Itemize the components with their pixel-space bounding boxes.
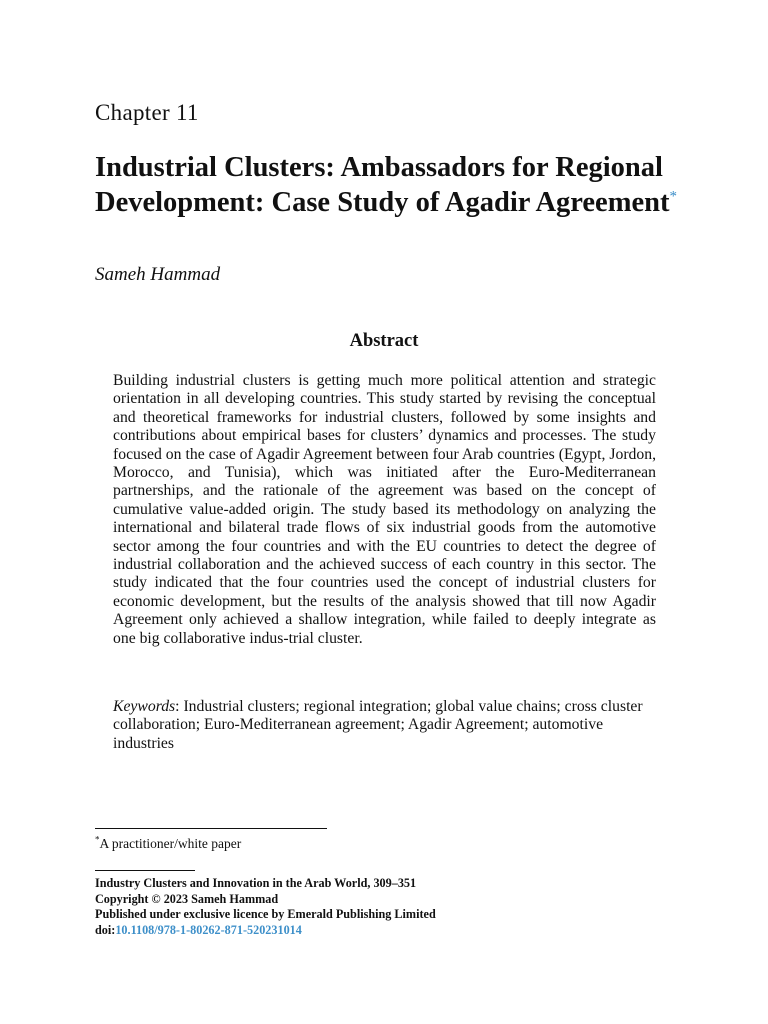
author-name: Sameh Hammad xyxy=(95,264,221,285)
doi-link[interactable]: 10.1108/978-1-80262-871-520231014 xyxy=(115,922,302,937)
chapter-title-text: Industrial Clusters: Ambassadors for Regional Development: Case Study of Agadir Agreement xyxy=(95,152,670,218)
publication-divider xyxy=(95,870,195,871)
title-footnote-marker[interactable]: * xyxy=(669,188,677,204)
footnote xyxy=(95,836,241,852)
copyright-line: Copyright © 2023 Sameh Hammad xyxy=(95,891,279,906)
publication-info xyxy=(95,876,436,938)
licence-line: Published under exclusive licence by Emerald Publishing Limited xyxy=(95,907,436,921)
keywords-text: : Industrial clusters; regional integration; global value chains; cross cluster collaboration; Euro-Mediterranean agreement; Agadir Agreement; automotive industries xyxy=(113,698,643,752)
doi-label: doi: xyxy=(95,922,116,937)
abstract-heading: Abstract xyxy=(349,331,419,351)
chapter-label: Chapter 11 xyxy=(95,100,199,125)
book-citation: Industry Clusters and Innovation in the Arab World, 309–351 xyxy=(95,876,417,890)
keywords-label: Keywords xyxy=(113,698,176,715)
footnote-divider xyxy=(95,828,327,829)
keywords-paragraph xyxy=(113,698,658,753)
footnote-text: A practitioner/white paper xyxy=(99,836,242,851)
footnote-marker: * xyxy=(95,834,100,845)
abstract-body: Building industrial clusters is getting much more political attention and strategic orientation in all developing countries. This study started by revising the conceptual and theoretical frameworks for industrial clusters, followed by some insights and contributions about empirical bases for clusters’ dynamics and processes. The study focused on the case of Agadir Agreement between four Arab countries (Egypt, Jordon, Morocco, and Tunisia), which was initiated after the Euro-Mediterranean partnerships, and the rationale of the agreement was based on the concept of cumulative value-added origin. The study based its methodology on analyzing the international and bilateral trade flows of six industrial goods from the automotive sector among the four countries and with the EU countries to detect the degree of industrial collaboration and the achieved success of each country in this sector. The study indicated that the four countries used the concept of industrial clusters for economic development, but the results of the analysis showed that till now Agadir Agreement only achieved a shallow integration, while failed to deeply integrate as one big collaborative indus-trial cluster. xyxy=(113,372,656,647)
doi-line xyxy=(95,923,436,939)
chapter-title xyxy=(95,151,695,220)
